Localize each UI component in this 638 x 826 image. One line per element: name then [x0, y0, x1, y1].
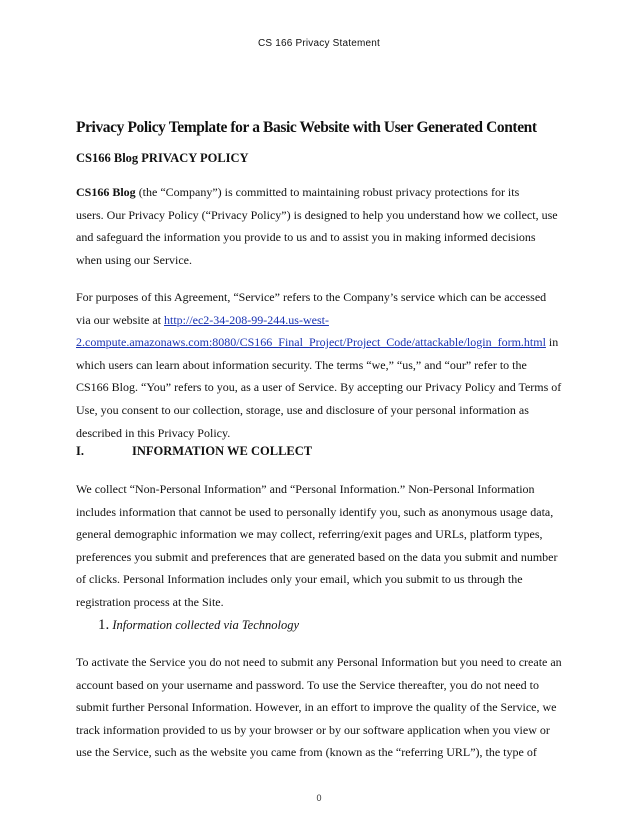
- technology-line-1: To activate the Service you do not need to submit any Personal Information but you need to create an: [76, 655, 562, 669]
- technology-paragraph: [76, 651, 566, 764]
- company-name: CS166 Blog: [76, 185, 136, 199]
- intro-line-1-text: (the “Company”) is committed to maintaining robust privacy protections for its: [135, 185, 520, 199]
- website-link[interactable]: http://ec2-34-208-99-244.us-west-: [163, 312, 329, 327]
- purposes-line-4: which users can learn about information security. The terms “we,” “us,” and “our” refer to the: [76, 357, 527, 372]
- subsection-title: Information collected via Technology: [112, 618, 300, 632]
- purposes-line-1: For purposes of this Agreement, “Service” refers to the Company’s service which can be accessed: [76, 290, 547, 304]
- technology-line-5: use the Service, such as the website you came from (known as the “referring URL”), the type of: [76, 745, 537, 760]
- collect-paragraph: [76, 478, 566, 614]
- page-number: 0: [316, 793, 322, 803]
- intro-paragraph: [76, 181, 566, 271]
- website-link-continued[interactable]: 2.compute.amazonaws.com:8080/CS166_Final_Project/Project_Code/attackable/login_form.html: [76, 335, 546, 350]
- section-number: I.: [76, 444, 84, 458]
- section-heading-information-we-collect: [76, 444, 312, 459]
- collect-line-3: general demographic information we may collect, referring/exit pages and URLs, platform types,: [76, 527, 543, 542]
- collect-line-6: registration process at the Site.: [76, 594, 224, 609]
- purposes-line-5: CS166 Blog. “You” refers to you, as a user of Service. By accepting our Privacy Policy and Terms of: [76, 380, 562, 395]
- subsection-heading-technology: [98, 617, 299, 634]
- section-title: INFORMATION WE COLLECT: [132, 444, 313, 458]
- purposes-line-6: Use, you consent to our collection, storage, use and disclosure of your personal information as: [76, 402, 529, 417]
- intro-line-2: users. Our Privacy Policy (“Privacy Policy”) is designed to help you understand how we collect, use: [76, 207, 558, 222]
- purposes-line-2-text: via our website at: [76, 312, 164, 327]
- subsection-number: 1.: [98, 617, 110, 633]
- collect-line-2: includes information that cannot be used to personally identify you, such as anonymous usage data,: [76, 504, 554, 519]
- policy-subtitle: CS166 Blog PRIVACY POLICY: [76, 151, 249, 165]
- technology-line-4: track information provided to us by your browser or by our software application when you view or: [76, 722, 550, 737]
- intro-line-3: and safeguard the information you provide to us and to assist you in making informed decisions: [76, 230, 536, 245]
- technology-line-3: submit further Personal Information. However, in an effort to improve the quality of the Service, we: [76, 700, 557, 715]
- document-title: Privacy Policy Template for a Basic Website with User Generated Content: [76, 119, 537, 136]
- purposes-paragraph: [76, 286, 566, 444]
- collect-line-5: of clicks. Personal Information includes only your email, which you submit to us through the: [76, 572, 523, 587]
- purposes-line-7: described in this Privacy Policy.: [76, 425, 231, 440]
- technology-line-2: account based on your username and password. To use the Service thereafter, you do not need to: [76, 677, 539, 692]
- page-header: CS 166 Privacy Statement: [257, 38, 381, 49]
- purposes-line-3-text: in: [545, 335, 559, 350]
- collect-line-1: We collect “Non-Personal Information” and “Personal Information.” Non-Personal Information: [76, 482, 535, 496]
- collect-line-4: preferences you submit and preferences that are generated based on the data you submit and number: [76, 549, 558, 564]
- intro-line-4: when using our Service.: [76, 252, 192, 267]
- intro-line-1: [76, 181, 566, 204]
- purposes-line-2: [76, 309, 566, 332]
- purposes-line-3: [76, 331, 566, 354]
